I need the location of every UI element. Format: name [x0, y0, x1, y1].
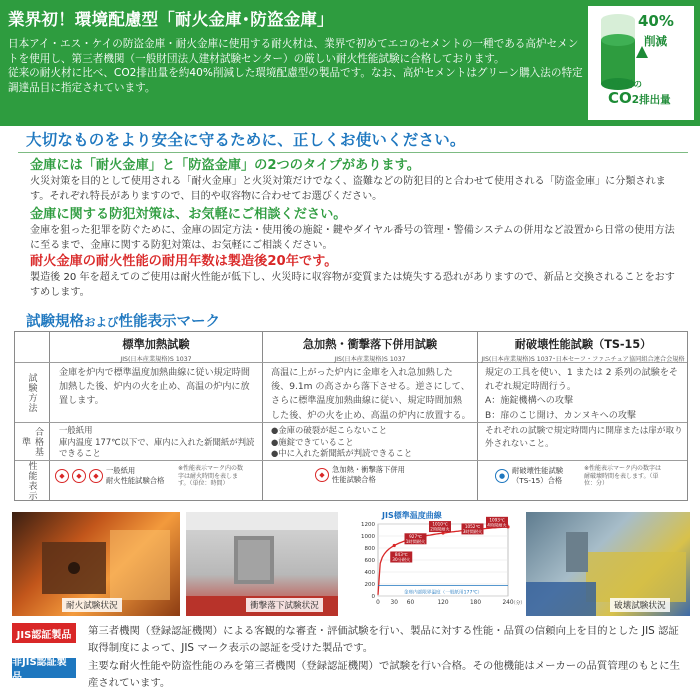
column-header — [478, 332, 688, 362]
cert-text: 第三者機関（登録認証機関）による客観的な審査・評価試験を行い、製品に対する性能・品質の信頼向上を目的とした JIS 認証取得制度によって、JIS マーク表示の認証を受けた製品です。 — [88, 625, 679, 654]
chart-title: JIS標準温度曲線 — [382, 511, 442, 520]
jis-badge: JIS認証製品 — [12, 623, 76, 643]
y-tick-label: 1200 — [361, 522, 375, 528]
point-label: 1052℃ — [464, 524, 481, 530]
row-label-criteria — [15, 423, 49, 460]
guidance-divider — [18, 152, 688, 153]
spec-title-c: 性能表示マーク — [118, 314, 220, 330]
column-standard: JIS(日本産業規格)S 1037 — [120, 356, 192, 363]
point-label: 4時間耐火 — [487, 522, 507, 528]
mark-fireproof — [55, 465, 260, 488]
non-jis-badge: 非JIS認証製品 — [12, 658, 76, 678]
method-cell: 高温に上がった炉内に金庫を入れ急加熱した後、9.1m の高さから落下させる。逆さにして、さらに標準温度加熱曲線に従い、規定時間加熱した後、炉の火を止め、高温の炉内に放置する。 — [271, 368, 471, 421]
y-tick-label: 800 — [364, 546, 375, 552]
ts15-mark-icon: ● — [495, 469, 509, 483]
section-body: 火災対策を目的として使用される「耐火金庫」と火災対策だけでなく、盗難などの防犯目的と合わせて使用される「防盗金庫」に分類されます。それぞれ特長がありますので、目的や収容物に合わせてお選びください。 — [30, 176, 666, 202]
co2-emission-label — [608, 89, 671, 107]
fire-mark-icon: ◆ — [72, 469, 86, 483]
table-divider — [15, 460, 687, 461]
column-standard: JIS(日本産業規格)S 1037 — [334, 356, 406, 363]
break-test-photo — [526, 512, 690, 616]
guidance-headline: 大切なものをより安全に守るために、正しくお使いください。 — [26, 131, 466, 149]
curve-point — [393, 544, 396, 547]
spec-table — [14, 331, 688, 501]
temperature-curve — [344, 510, 526, 620]
section-title: 金庫には「耐火金庫」と「防盗金庫」の2つのタイプがあります。 — [30, 158, 420, 173]
y-tick-label: 600 — [364, 558, 375, 564]
eco-banner — [0, 0, 700, 126]
mark-caption: 急加熱・衝撃落下併用 性能試験合格 — [332, 465, 405, 484]
y-tick-label: 1000 — [361, 534, 375, 540]
banner-paragraph-2: 従来の耐火材に比べ、CO2排出量を約40%削減した環境配慮型の製品です。なお、高炉セメントはグリーン購入法の特定調達品目に指定されています。 — [8, 67, 583, 94]
cert-text: 主要な耐火性能や防盗性能のみを第三者機関（登録認証機関）で試験を行い合格。その他機能はメーカーの品質管理のもとに生産されています。 — [88, 660, 681, 689]
co2-small-label: 耐火材の — [608, 80, 643, 90]
co2-subscript: 2 — [631, 94, 640, 106]
point-label: 30分耐火 — [392, 557, 411, 563]
method-cell: 金庫を炉内で標準温度加熱曲線に従い規定時間加熱した後、炉内の火を止め、高温の炉内に放置します。 — [59, 368, 250, 407]
mark-impact — [315, 465, 475, 485]
co2-tail: 排出量 — [639, 94, 671, 106]
co2-reduction-label: 削減 — [644, 34, 667, 48]
x-tick-label: 120 — [437, 600, 449, 606]
method-cell: 規定の工具を使い、1 または 2 系列の試験をそれぞれ規定時間行う。 A：施錠機構への攻撃 B：扉のこじ開け、カンヌキへの攻撃 — [485, 368, 679, 421]
mark-ts15 — [495, 465, 685, 488]
row-label-marks — [15, 461, 49, 501]
mark-note: ※性能表示マーク内の数字は耐火時間を表します。（単位：時間） — [178, 465, 244, 487]
section-body: 製造後 20 年を超えてのご使用は耐火性能が低下し、火災時に収容物が変質または焼失する恐れがありますので、新品と交換されることをおすすめします。 — [30, 272, 675, 298]
mark-note: ※性能表示マーク内の数字は耐破壊時間を表します。（単位：分） — [584, 465, 662, 487]
section-body: 金庫を狙った犯罪を防ぐために、金庫の固定方法・使用後の施錠・鍵やダイヤル番号の管理・警備システムの併用など設置から日常の使用方法に至るまで、金庫に関する防犯対策は、お気軽にご相談ください。 — [30, 225, 675, 251]
section-title: 金庫に関する防犯対策は、お気軽にご相談ください。 — [30, 207, 347, 222]
cert-jis — [12, 623, 692, 657]
point-label: 2時間耐火 — [430, 526, 450, 532]
y-tick-label: 400 — [364, 570, 375, 576]
mark-caption: 一般紙用 耐火性能試験合格 — [106, 466, 165, 486]
x-tick-label: 0 — [376, 600, 380, 606]
co2-reduction-badge — [588, 6, 694, 120]
co2-co: CO — [608, 89, 632, 107]
photo-caption: 耐火試験状況 — [62, 598, 122, 612]
point-label: 1093℃ — [489, 517, 505, 523]
row-label-text: 合格基準 — [20, 426, 43, 457]
column-title: 耐破壊性能試験（TS-15） — [514, 338, 652, 351]
section-crime-prevention — [30, 206, 680, 253]
impact-mark-icon: ◆ — [315, 468, 329, 482]
temperature-chart — [344, 510, 526, 620]
x-tick-label: 180 — [469, 600, 482, 606]
row-label-text: 性能表示 — [26, 461, 37, 501]
point-label: 3時間耐火 — [462, 529, 483, 535]
point-label: 843℃ — [394, 552, 408, 558]
x-tick-label: 60 — [406, 600, 415, 606]
section-service-life — [30, 253, 680, 300]
fire-test-photo — [12, 512, 180, 616]
fire-mark-icon: ◆ — [55, 469, 69, 483]
criteria-cell: ●金庫の破裂が起こらないこと ●施錠できていること ●中に入れた新聞紙が判読できること — [271, 425, 413, 458]
criteria-cell: 一般紙用 庫内温度 177℃以下で、庫内に入れた新聞紙が判読できること — [59, 425, 255, 458]
x-tick-label: 30 — [390, 600, 398, 606]
mark-caption: 耐破壊性能試験 （TS-15）合格 — [512, 466, 564, 486]
section-safe-types — [30, 157, 680, 204]
y-tick-label: 200 — [364, 582, 375, 588]
row-label-text: 試験方法 — [26, 372, 37, 413]
column-title: 急加熱・衝撃落下併用試験 — [302, 338, 438, 351]
point-label: 1010℃ — [432, 521, 448, 527]
point-label: 927℃ — [409, 533, 422, 539]
cert-non-jis — [12, 658, 692, 692]
spec-title-a: 試験規格 — [26, 314, 84, 330]
section-title: 耐火金庫の耐火性能の耐用年数は製造後20年です。 — [30, 254, 338, 269]
row-label-method — [15, 363, 49, 422]
spec-title-b: および — [84, 315, 119, 329]
photo-caption: 衝撃落下試験状況 — [246, 598, 323, 612]
column-title: 標準加熱試験 — [122, 338, 190, 351]
banner-content — [8, 6, 584, 122]
column-standard: JIS(日本産業規格)S 1037･日本セーフ・ファニチュア協同組合連合会規格 — [481, 356, 685, 363]
fire-mark-icon: ◆ — [89, 469, 103, 483]
x-axis-label: 金庫内部限界温度（一般紙用177℃） — [403, 590, 483, 596]
point-label: 1時間耐火 — [405, 538, 426, 544]
drop-test-photo — [186, 512, 338, 616]
x-tick-label: 240 — [502, 600, 514, 606]
co2-percent: 40% — [638, 12, 674, 30]
criteria-cell: それぞれの試験で規定時間内に開扉または扉が取り外されないこと。 — [485, 426, 683, 449]
column-header — [263, 332, 477, 362]
banner-title: 業界初！環境配慮型「耐火金庫･防盗金庫」 — [8, 10, 334, 29]
x-unit-label: （分） — [510, 601, 526, 606]
spec-title — [26, 310, 220, 331]
column-header — [50, 332, 262, 362]
photo-caption: 破壊試験状況 — [610, 598, 670, 612]
y-tick-label: 0 — [371, 594, 375, 600]
banner-paragraph-1: 日本アイ・エス・ケイの防盗金庫・耐火金庫に使用する耐火材は、業界で初めてエコのセメントの一種である高炉セメントを使用し、第三者機関（一般財団法人建材試験センター）の厳しい耐火性能試験に合格しております。 — [8, 38, 579, 65]
